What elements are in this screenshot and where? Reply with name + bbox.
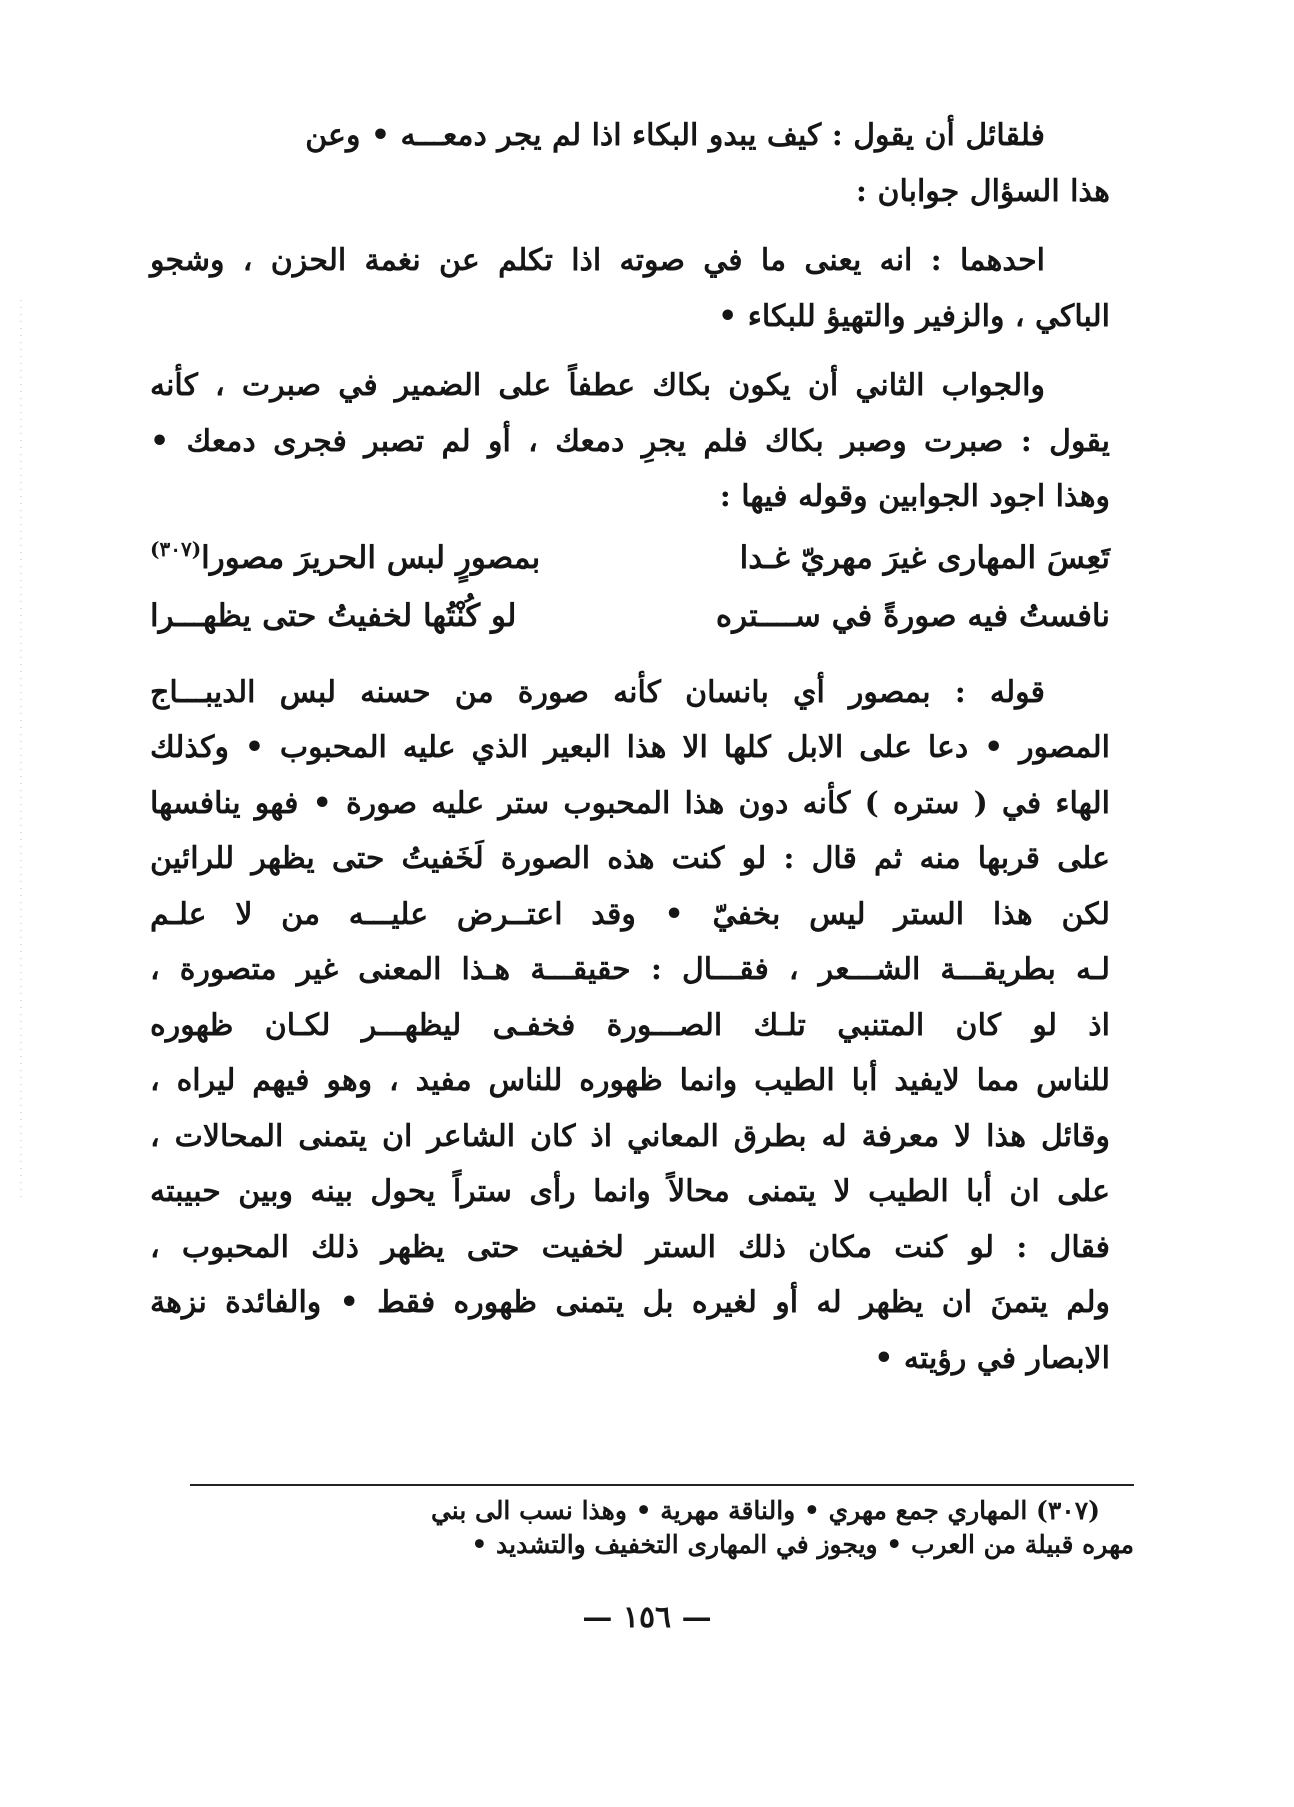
commentary-line: لكن هذا الستر ليس بخفيّ • وقد اعتــرض عليـــه من لا علـم [150,896,1110,932]
binding-edge [20,0,22,1803]
commentary-line: وقائل هذا لا معرفة له بطرق المعاني اذ كان الشاعر ان يتمنى المحالات ، [150,1118,1110,1154]
commentary-line: الهاء في ( ستره ) كأنه دون هذا المحبوب ستر عليه صورة • فهو ينافسها [150,785,1110,821]
verse-line-1 [150,529,1110,587]
commentary-line: على قربها منه ثم قال : لو كنت هذه الصورة لَخَفيتُ حتى يظهر للرائين [150,841,1110,876]
footnote-line: (٣٠٧) المهاري جمع مهري • والناقة مهرية • وهذا نسب الى بني [430,1496,1100,1525]
poem-verse [150,529,1110,645]
footnote-line: مهره قبيلة من العرب • ويجوز في المهارى التخفيف والتشديد • [471,1530,1134,1559]
commentary-line: لـه بطريقـــة الشـــعر ، فقـــال : حقيقـــة هـذا المعنى غير متصورة ، [150,952,1110,987]
commentary-line: اذ لو كان المتنبي تلـك الصـــورة فخفـى ليظهـــر لكـان ظهوره [150,1007,1110,1043]
body-line: هذا السؤال جوابان : [855,173,1110,209]
verse-line-2 [150,587,1110,645]
body-line: والجواب الثاني أن يكون بكاك عطفاً على الضمير في صبرت ، كأنه [150,368,1045,403]
commentary-line: على ان أبا الطيب لا يتمنى محالاً وانما رأى ستراً يحول بينه وبين حبيبته [150,1174,1110,1209]
body-line: الباكي ، والزفير والتهيؤ للبكاء • [718,298,1110,334]
body-line: يقول : صبرت وصبر بكاك فلم يجرِ دمعك ، أو لم تصبر فجرى دمعك • [150,423,1110,459]
hemistich-second: لو كُنْتُها لخفيتُ حتى يظهـــرا [150,597,517,634]
footnote-block [190,1494,1134,1562]
paragraph-gap [150,219,1110,233]
body-line: احدهما : انه يعنى ما في صوته اذا تكلم عن نغمة الحزن ، وشجو [150,243,1045,278]
body-line: وهذا اجود الجوابين وقوله فيها : [719,479,1110,514]
hemistich-text: بمصورٍ لبس الحريرَ مصورا [201,539,541,576]
binding-dots [20,0,22,1803]
footnote-reference: (٣٠٧) [150,536,202,561]
hemistich-first: نافستُ فيه صورةً في ســــتره [715,597,1110,634]
paragraph-gap [150,344,1110,358]
commentary-line: المصور • دعا على الابل كلها الا هذا البعير الذي عليه المحبوب • وكذلك [150,730,1110,765]
commentary-line: قوله : بمصور أي بانسان كأنه صورة من حسنه لبس الديبـــاج [150,674,1045,710]
page-number: — ١٥٦ — [582,1600,712,1635]
commentary-line: ولم يتمنَ ان يظهر له أو لغيره بل يتمنى ظهوره فقط • والفائدة نزهة [150,1285,1110,1320]
commentary-line: الابصار في رؤيته • [874,1340,1110,1376]
footnote-divider [190,1484,1134,1486]
commentary-line: للناس مما لايفيد أبا الطيب وانما ظهوره للناس مفيد ، وهو فيهم ليراه ، [150,1063,1110,1098]
body-line: فلقائل أن يقول : كيف يبدو البكاء اذا لم يجر دمعـــه • وعن [305,118,1045,153]
commentary-line: فقال : لو كنت مكان ذلك الستر لخفيت حتى يظهر ذلك المحبوب ، [150,1229,1110,1265]
main-text-block [150,108,1110,1386]
hemistich-second [150,529,540,590]
hemistich-first: تَعِسَ المهارى غيرَ مهريّ غـدا [739,539,1110,576]
